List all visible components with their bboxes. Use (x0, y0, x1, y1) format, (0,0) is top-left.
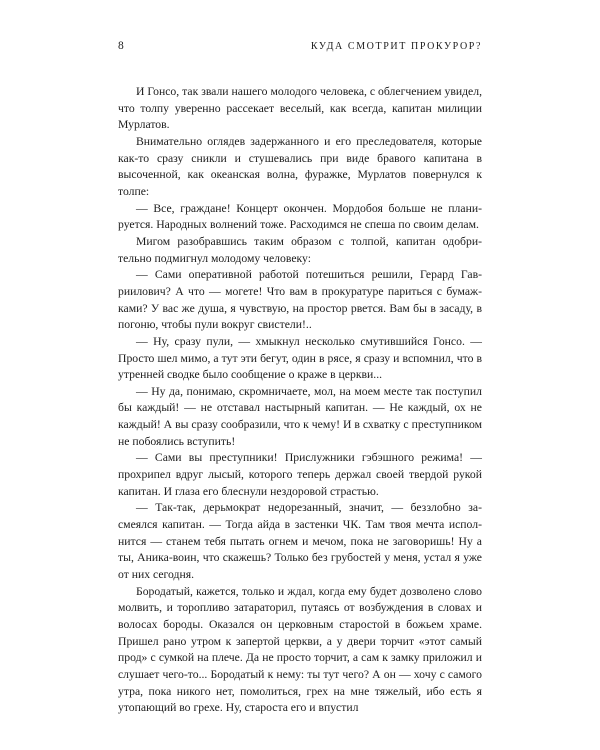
paragraph-3: — Все, граждане! Концерт окончен. Мордобоя больше не планируется. Народных волнений тоже. Расходимся не спеша по своим делам. (118, 201, 482, 232)
running-head (118, 40, 482, 62)
paragraph-6: — Ну, сразу пули, — хмыкнул несколько смутившийся Гонсо. — Просто шел мимо, а тут эти бегут, один в рясе, я сразу и вспомнил, что в утренней сводке было сообщение о краже в церкви... (118, 334, 482, 382)
running-title: КУДА СМОТРИТ ПРОКУРОР? (310, 41, 482, 52)
book-page (118, 40, 482, 717)
paragraph-5: — Сами оперативной работой потешиться решили, Герард Гавриилович? А что — могете! Что вам в прокуратуре париться с бумажками? У вас же душа, я чувствую, на простор рвется. Вам бы в засаду, в погоню, чтобы пули вокруг свистели!.. (118, 268, 482, 332)
paragraph-2: Внимательно оглядев задержанного и его преследователя, которые как-то сразу сникли и стушевались при виде бравого капитана в высоченной, как океанская волна, фуражке, Мурлатов повернулся к толпе: (118, 134, 482, 198)
paragraph-7: — Ну да, понимаю, скромничаете, мол, на моем месте так поступил бы каждый! — не отставал настырный капитан. — Не каждый, ох не каждый! А вы сразу сообразили, что к чему! И в схватку с преступником не побоялись вступить! (118, 384, 482, 448)
paragraph-1: И Гонсо, так звали нашего молодого человека, с облегчением увидел, что толпу уверенно рассекает веселый, как всегда, капитан милиции Мурлатов. (118, 85, 482, 132)
body-text (118, 84, 482, 717)
paragraph-4: Мигом разобравшись таким образом с толпой, капитан одобрительно подмигнул молодому человеку: (118, 234, 482, 265)
paragraph-10: Бородатый, кажется, только и ждал, когда ему будет дозволено слово молвить, и торопливо затараторил, путаясь от возбуждения в словах и волосах бороды. Оказался он церковным старостой в божьем храме. Пришел рано утром к запертой церкви, а у двери торчит «этот самый прод» с сумкой на плече. Да не просто торчит, а сам к замку приложил и слушает чего-то... Бородатый к нему: ты тут чего? А он — хочу с самого утра, пока никого нет, помолиться, грех на мне тяжелый, ибо есть я утопающий во грехе. Ну, староста его и впустил (118, 584, 482, 715)
paragraph-9: — Так-так, дерьмократ недорезанный, значит, — беззлобно засмеялся капитан. — Тогда айда в застенки ЧК. Там твоя мечта исполнится — станем тебя пытать огнем и мечом, пока не заговоришь! Ну а ты, Аника-воин, что скажешь? Только без грубостей у меня, устал я уже от них сегодня. (118, 501, 482, 582)
paragraph-8: — Сами вы преступники! Прислужники гэбэшного режима! — прохрипел вдруг лысый, которого теперь держал своей твердой рукой капитан. И глаза его блеснули нездоровой страстью. (118, 451, 482, 498)
page-number: 8 (118, 40, 124, 52)
